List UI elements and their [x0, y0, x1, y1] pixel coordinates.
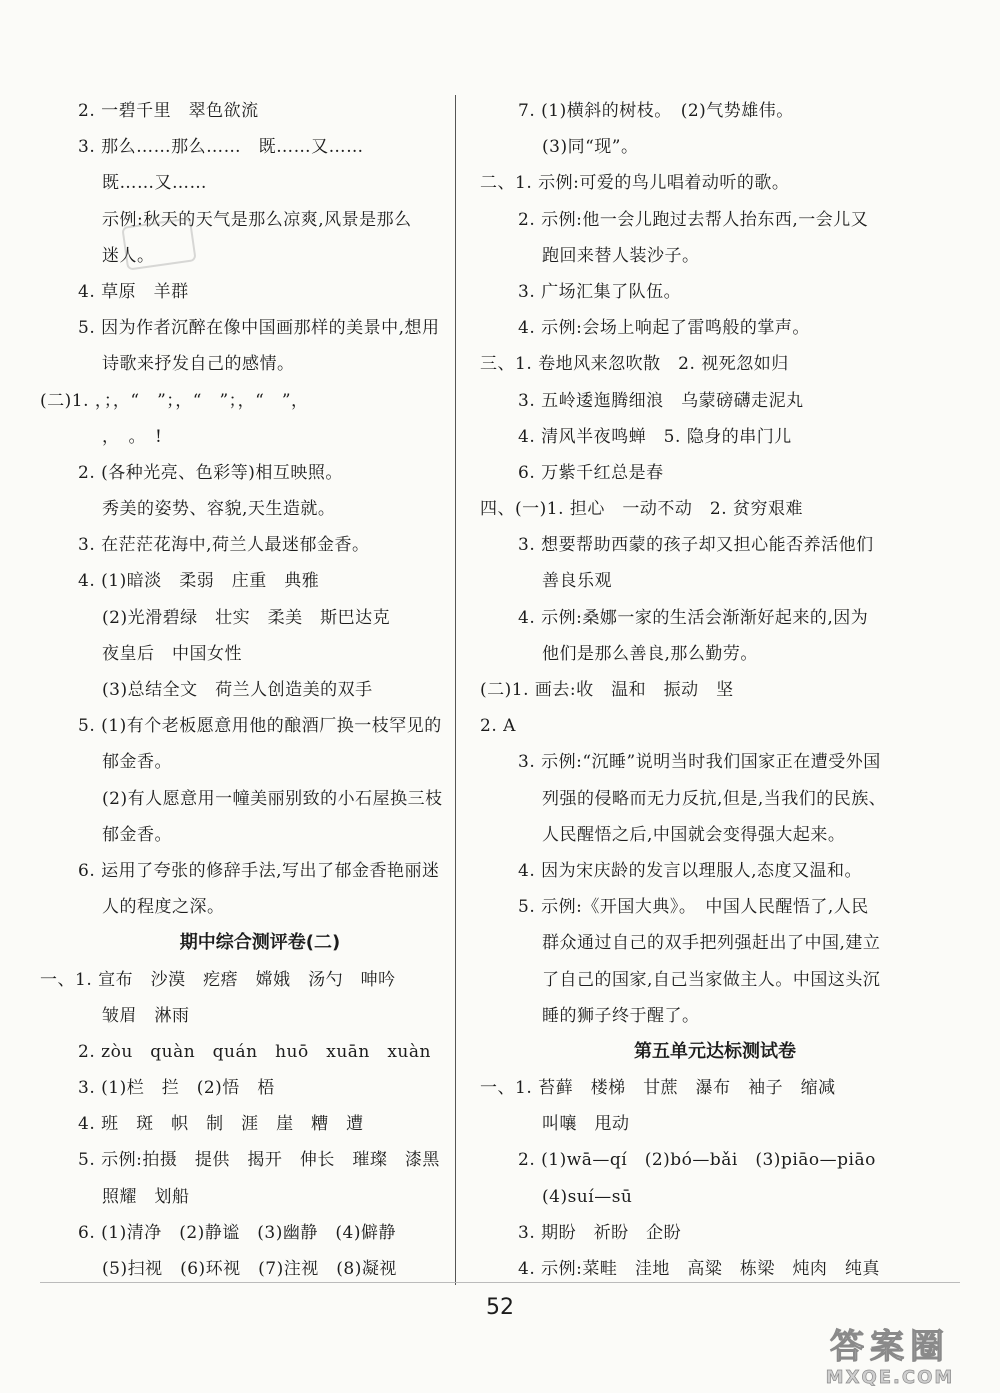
answer-line: 3. 在茫茫花海中,荷兰人最迷郁金香。	[78, 535, 370, 556]
answer-line: 4. 示例:菜畦 洼地 高粱 栋梁 炖肉 纯真	[518, 1259, 880, 1279]
answer-line: 2. A	[480, 716, 516, 737]
bottom-rule	[40, 1282, 960, 1283]
answer-line: 2. (各种光亮、色彩等)相互映照。	[78, 462, 343, 483]
answer-line: 照耀 划船	[102, 1186, 190, 1207]
answer-line: 5. 示例:拍摄 提供 揭开 伸长 璀璨 漆黑	[78, 1150, 440, 1171]
answer-line: (2)有人愿意用一幢美丽别致的小石屋换三枝	[102, 788, 443, 809]
answer-line: 5. 因为作者沉醉在像中国画那样的美景中,想用	[78, 318, 440, 339]
answer-line: 4. 草原 羊群	[78, 281, 189, 302]
section-heading: 期中综合测评卷(二)	[179, 932, 341, 954]
answer-line: 郁金香。	[102, 824, 172, 845]
answer-line: 迷人。	[102, 245, 155, 266]
left-column	[40, 93, 480, 1287]
answer-line: 2. 一碧千里 翠色欲流	[78, 101, 259, 121]
answer-line: (5)扫视 (6)环视 (7)注视 (8)凝视	[102, 1259, 397, 1279]
answer-line: 一、1. 宣布 沙漠 疙瘩 嫦娥 汤勺 呻吟	[40, 969, 396, 990]
answer-line: 二、1. 示例:可爱的鸟儿唱着动听的歌。	[480, 173, 790, 194]
watermark-logo-text: 答案圈	[830, 1327, 950, 1367]
answer-line: 2. zòu quàn quán huō xuān xuàn	[78, 1041, 431, 1062]
answer-line: 3. 示例:“沉睡”说明当时我们国家正在遭受外国	[518, 752, 881, 773]
answer-line: 4. 因为宋庆龄的发言以理服人,态度又温和。	[518, 860, 863, 881]
answer-line: 7. (1)横斜的树枝。 (2)气势雄伟。	[518, 101, 794, 121]
answer-line: 群众通过自己的双手把列强赶出了中国,建立	[542, 933, 881, 954]
page-number: 52	[486, 1295, 514, 1320]
answer-line: 3. 广场汇集了队伍。	[518, 281, 682, 302]
answer-line: 4. 班 斑 帜 制 涯 崖 糟 遭	[78, 1114, 364, 1135]
answer-line: (3)同“现”。	[542, 137, 639, 158]
answer-line: 一、1. 苔藓 楼梯 甘蔗 瀑布 袖子 缩减	[480, 1078, 836, 1099]
answer-line: 人民醒悟之后,中国就会变得强大起来。	[542, 824, 846, 845]
answer-line: 3. (1)栏 拦 (2)悟 梧	[78, 1078, 275, 1099]
answer-line: 6. 万紫千红总是春	[518, 462, 664, 483]
answer-line: 皱眉 淋雨	[102, 1005, 190, 1026]
answer-line: 4. (1)暗淡 柔弱 庄重 典雅	[78, 571, 320, 592]
answer-line: 3. 期盼 祈盼 企盼	[518, 1222, 682, 1243]
answer-line: 6. (1)清净 (2)静谧 (3)幽静 (4)僻静	[78, 1222, 396, 1243]
answer-line: 了自己的国家,自己当家做主人。中国这头沉	[542, 969, 881, 990]
answer-line: 善良乐观	[542, 571, 612, 592]
answer-line: 他们是那么善良,那么勤劳。	[542, 643, 758, 664]
answer-line: 人的程度之深。	[102, 897, 225, 918]
answer-line: 郁金香。	[102, 752, 172, 773]
answer-line: 5. 示例:《开国大典》。 中国人民醒悟了,人民	[518, 897, 869, 918]
answer-line: 4. 示例:会场上响起了雷鸣般的掌声。	[518, 318, 810, 339]
answer-line: 3. 想要帮助西蒙的孩子却又担心能否养活他们	[518, 535, 874, 556]
answer-line: 跑回来替人装沙子。	[542, 245, 700, 266]
answer-line: 3. 五岭逶迤腾细浪 乌蒙磅礴走泥丸	[518, 390, 804, 411]
answer-line: (4)suí—sū	[542, 1186, 633, 1207]
answer-line: (2)光滑碧绿 壮实 柔美 斯巴达克	[102, 607, 391, 628]
watermark-url: MXQE.COM	[825, 1367, 955, 1388]
answer-line: 5. (1)有个老板愿意用他的酿酒厂换一枝罕见的	[78, 716, 442, 737]
column-divider	[455, 95, 456, 1285]
answer-line: 4. 示例:桑娜一家的生活会渐渐好起来的,因为	[518, 607, 869, 628]
section-heading: 第五单元达标测试卷	[634, 1040, 796, 1062]
right-column	[480, 93, 950, 1287]
answer-line: 6. 运用了夸张的修辞手法,写出了郁金香艳丽迷	[78, 860, 440, 881]
answer-line: 3. 那么……那么…… 既……又……	[78, 137, 364, 158]
answer-line: (3)总结全文 荷兰人创造美的双手	[102, 680, 373, 700]
answer-line: 4. 清风半夜鸣蝉 5. 隐身的串门儿	[518, 426, 792, 447]
answer-line: ， 。 !	[102, 426, 163, 447]
answer-line: 三、1. 卷地风来忽吹散 2. 视死忽如归	[480, 354, 789, 375]
answer-line: 2. (1)wā—qí (2)bó—bǎi (3)piāo—piāo	[518, 1150, 876, 1171]
answer-line: 诗歌来抒发自己的感情。	[102, 354, 295, 375]
answer-line: 夜皇后 中国女性	[102, 643, 242, 664]
answer-line: 四、(一)1. 担心 一动不动 2. 贫穷艰难	[480, 499, 804, 520]
answer-line: (二)1. 画去:收 温和 振动 坚	[480, 680, 734, 700]
answer-line: 睡的狮子终于醒了。	[542, 1005, 700, 1026]
answer-line: 既……又……	[102, 173, 207, 194]
watermark-logo	[795, 1325, 985, 1387]
answer-line: (二)1. ，；，“ ”；，“ ”；，“ ”，	[40, 390, 309, 411]
answer-line: 示例:秋天的天气是那么凉爽,风景是那么	[102, 209, 412, 230]
answer-line: 秀美的姿势、容貌,天生造就。	[102, 499, 336, 520]
answer-line: 列强的侵略而无力反抗,但是,当我们的民族、	[542, 788, 887, 809]
answer-line: 2. 示例:他一会儿跑过去帮人抬东西,一会儿又	[518, 209, 869, 230]
answer-line: 叫嚷 甩动	[542, 1114, 630, 1135]
